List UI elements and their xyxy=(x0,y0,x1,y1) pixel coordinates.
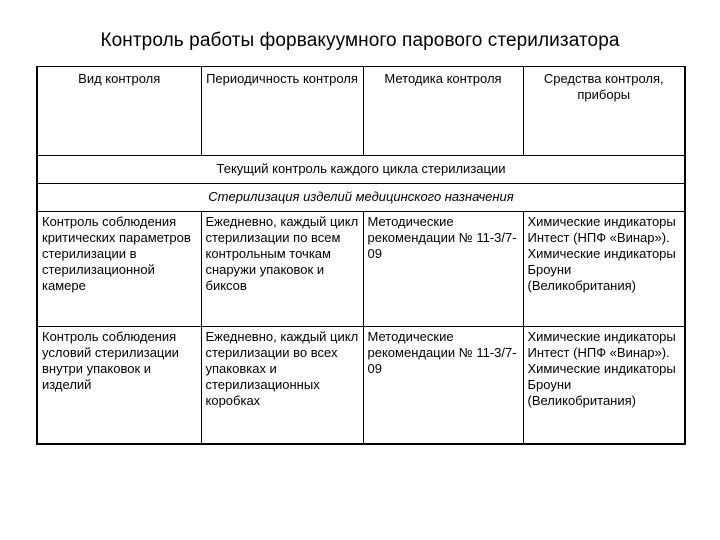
section-row xyxy=(37,156,685,184)
subsection-cell: Стерилизация изделий медицинского назначения xyxy=(37,184,685,212)
table-cell: Химические индикаторы Интест (НПФ «Винар»). Химические индикаторы Броуни (Великобритания) xyxy=(523,327,685,445)
header-row xyxy=(37,67,685,156)
table-cell: Контроль соблюдения критических параметров стерилизации в стерилизационной камере xyxy=(37,212,201,327)
sterilizer-control-table xyxy=(36,66,686,445)
subsection-row xyxy=(37,184,685,212)
header-cell-periodicity: Периодичность контроля xyxy=(201,67,363,156)
section-cell: Текущий контроль каждого цикла стерилизации xyxy=(37,156,685,184)
header-cell-control-type: Вид контроля xyxy=(37,67,201,156)
table-cell: Ежедневно, каждый цикл стерилизации по всем контрольным точкам снаружи упаковок и биксов xyxy=(201,212,363,327)
table-cell: Контроль соблюдения условий стерилизации внутри упаковок и изделий xyxy=(37,327,201,445)
table-row xyxy=(37,327,685,445)
table-cell: Методические рекомендации № 11-3/7-09 xyxy=(363,327,523,445)
header-cell-means: Средства контроля, приборы xyxy=(523,67,685,156)
table-cell: Ежедневно, каждый цикл стерилизации во всех упаковках и стерилизационных коробках xyxy=(201,327,363,445)
page-title: Контроль работы форвакуумного парового стерилизатора xyxy=(100,30,620,51)
header-cell-method: Методика контроля xyxy=(363,67,523,156)
table-row xyxy=(37,212,685,327)
table-cell: Методические рекомендации № 11-3/7-09 xyxy=(363,212,523,327)
table-cell: Химические индикаторы Интест (НПФ «Винар»). Химические индикаторы Броуни (Великобритания) xyxy=(523,212,685,327)
